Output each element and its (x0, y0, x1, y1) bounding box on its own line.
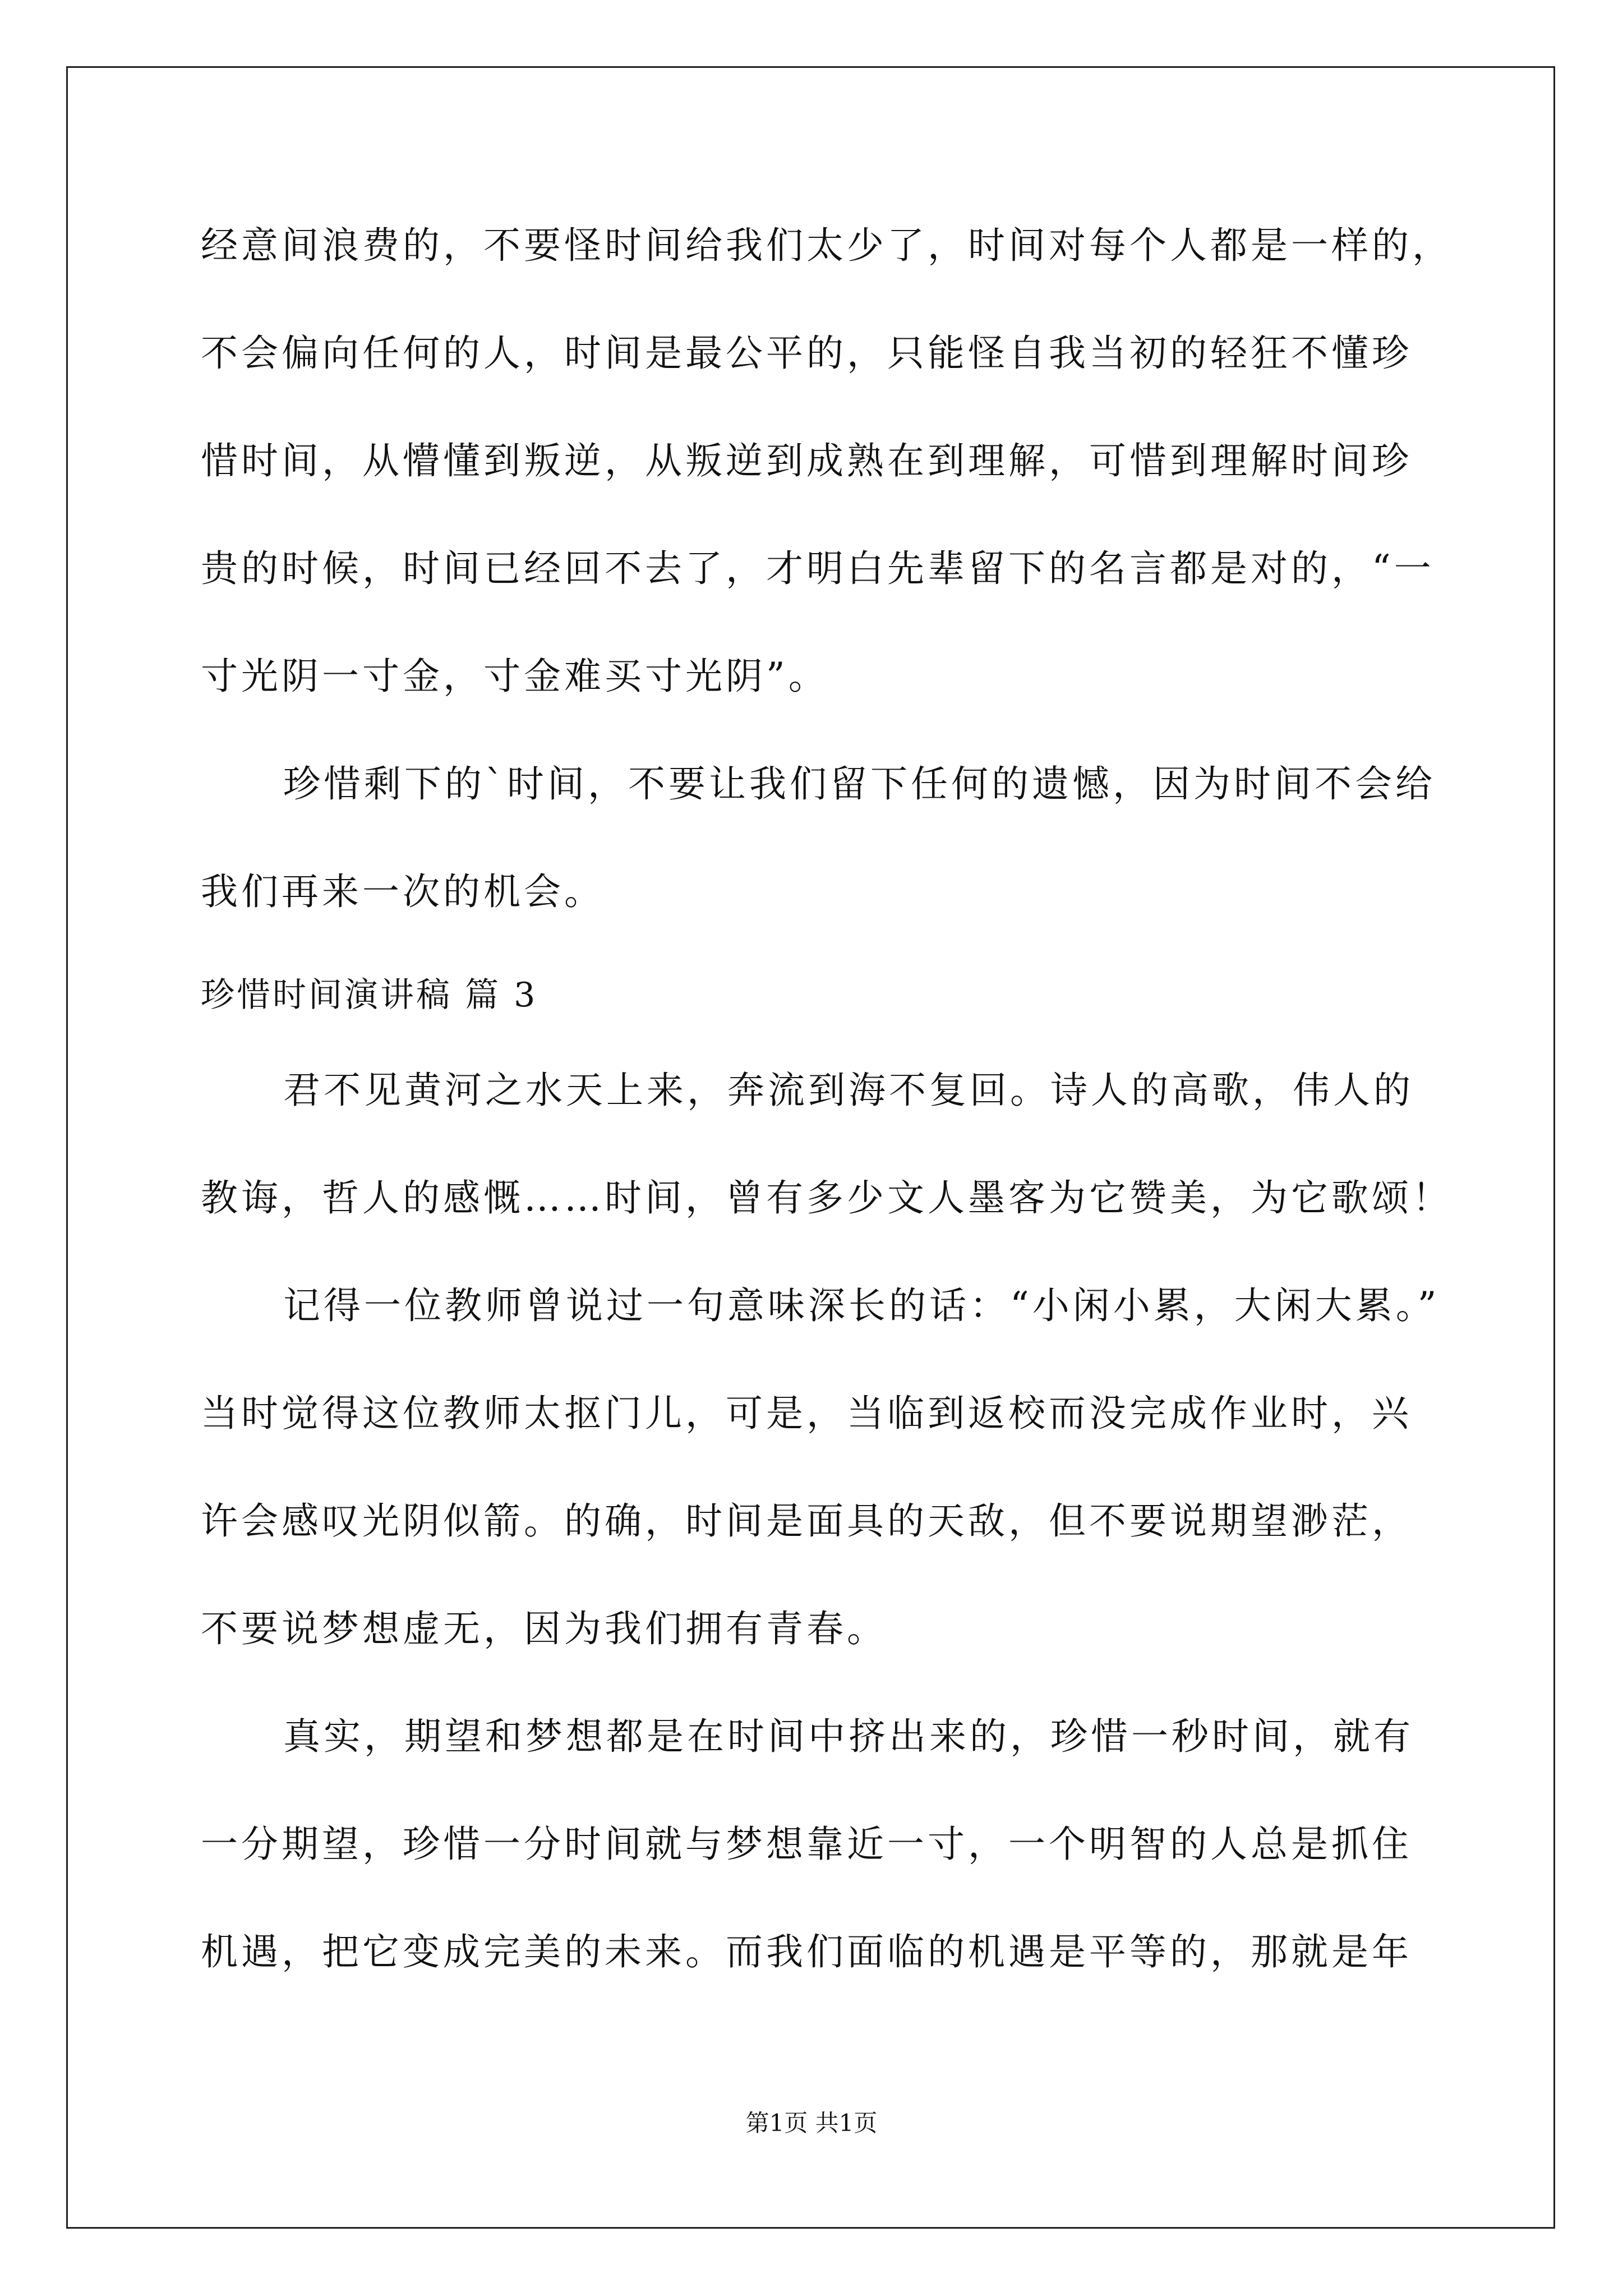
body-line-2: 不会偏向任何的人，时间是最公平的，只能怪自我当初的轻狂不懂珍 (201, 332, 1412, 375)
body-line-3: 惜时间，从懵懂到叛逆，从叛逆到成熟在到理解，可惜到理解时间珍 (201, 439, 1412, 482)
page-footer: 第1页 共1页 (745, 2109, 878, 2137)
body-line-9: 教诲，哲人的感慨……时间，曾有多少文人墨客为它赞美，为它歌颂！ (201, 1176, 1453, 1220)
body-line-13: 不要说梦想虚无，因为我们拥有青春。 (201, 1607, 887, 1650)
body-line-10: 记得一位教师曾说过一句意味深长的话：“小闲小累，大闲大累。” (283, 1284, 1440, 1327)
body-line-7: 我们再来一次的机会。 (201, 870, 605, 913)
body-line-4: 贵的时候，时间已经回不去了，才明白先辈留下的名言都是对的，“一 (201, 547, 1435, 590)
section-heading: 珍惜时间演讲稿 篇 3 (201, 976, 538, 1015)
body-line-8: 君不见黄河之水天上来，奔流到海不复回。诗人的高歌，伟人的 (283, 1069, 1414, 1112)
body-line-11: 当时觉得这位教师太抠门儿，可是，当临到返校而没完成作业时，兴 (201, 1392, 1412, 1435)
body-line-15: 一分期望，珍惜一分时间就与梦想靠近一寸，一个明智的人总是抓住 (201, 1823, 1412, 1866)
body-line-1: 经意间浪费的，不要怪时间给我们太少了，时间对每个人都是一样的， (201, 224, 1453, 267)
body-line-14: 真实，期望和梦想都是在时间中挤出来的，珍惜一秒时间，就有 (283, 1715, 1414, 1758)
body-line-16: 机遇，把它变成完美的未来。而我们面临的机遇是平等的，那就是年 (201, 1930, 1412, 1973)
body-line-6: 珍惜剩下的`时间，不要让我们留下任何的遗憾，因为时间不会给 (283, 762, 1436, 806)
body-line-5: 寸光阴一寸金，寸金难买寸光阴”。 (201, 655, 829, 698)
page-border (66, 66, 1555, 2229)
body-line-12: 许会感叹光阴似箭。的确，时间是面具的天敌，但不要说期望渺茫， (201, 1499, 1412, 1543)
